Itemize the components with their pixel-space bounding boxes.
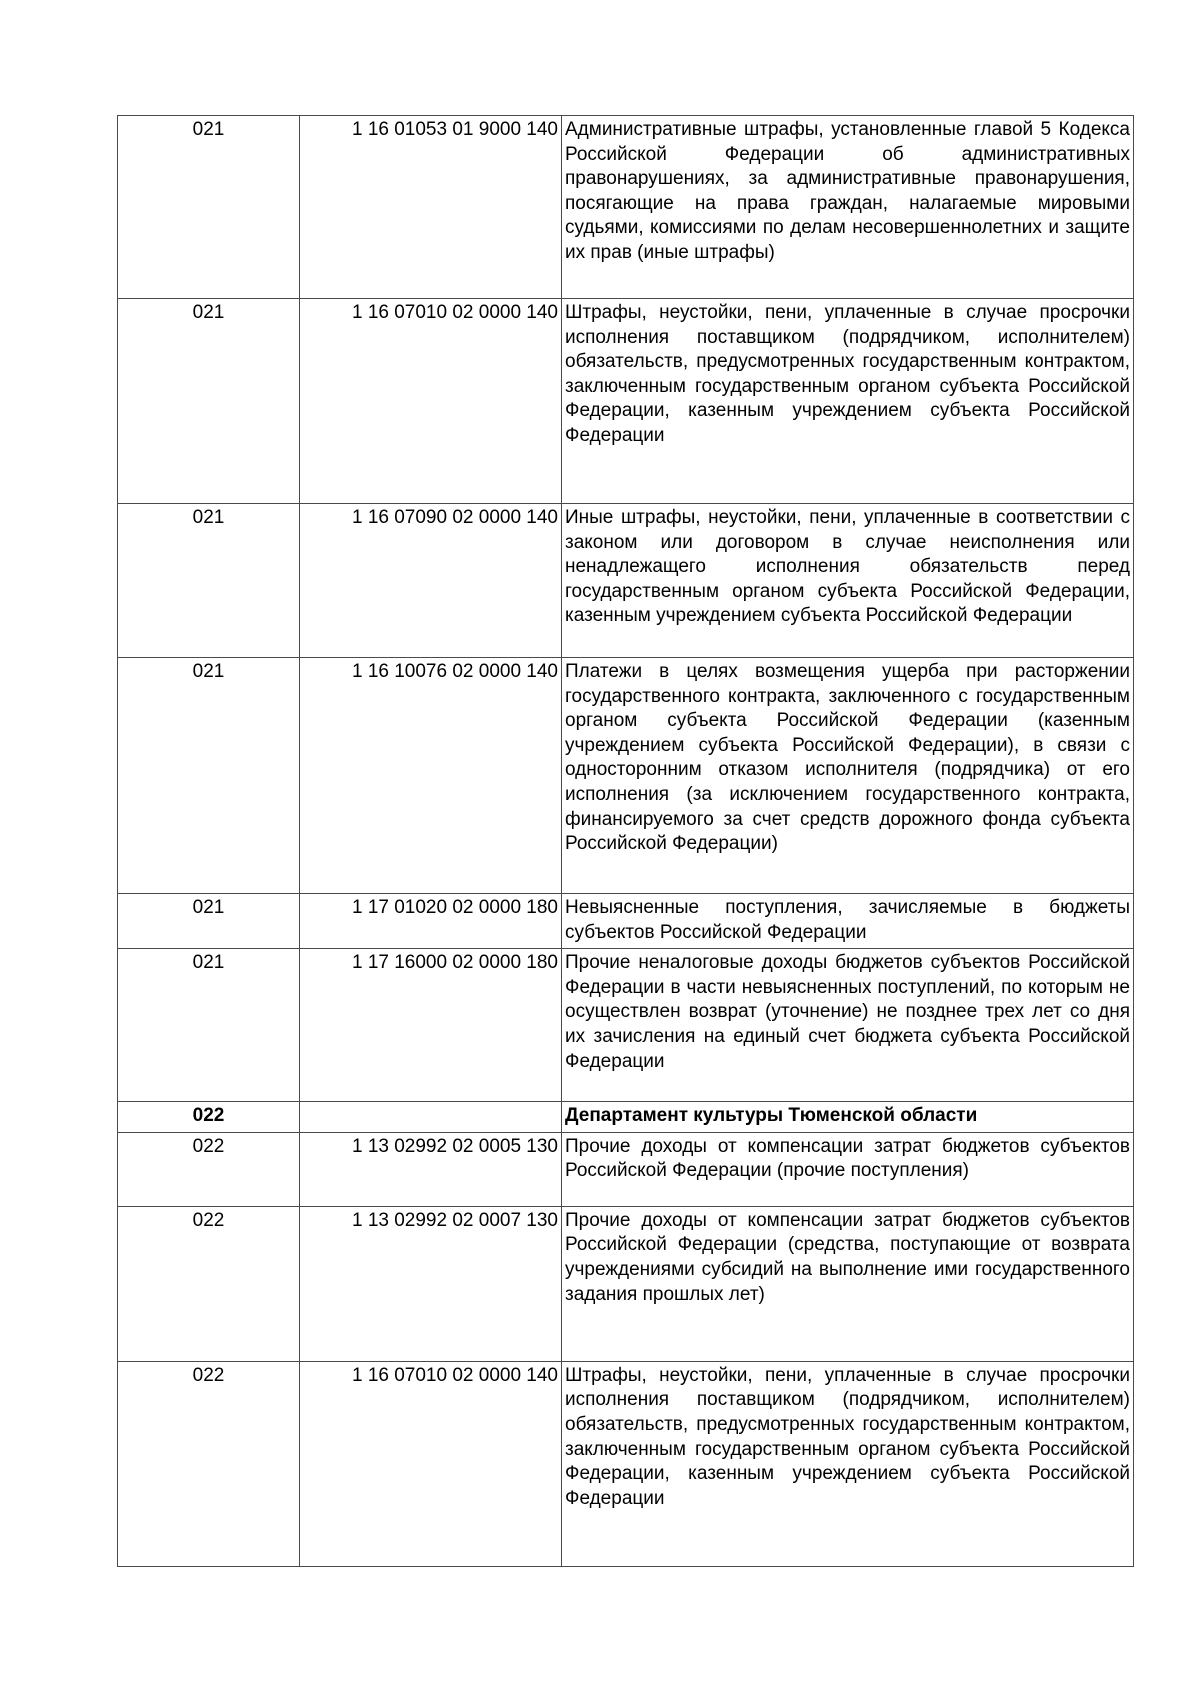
admin-code-cell: 022 xyxy=(118,1206,300,1361)
revenue-name-cell: Штрафы, неустойки, пени, уплаченные в случае просрочки исполнения поставщиком (подрядчиком, исполнителем) обязательств, предусмотренных государственным контрактом, заключенным государственным органом субъекта Российской Федерации, казенным учреждением субъекта Российской Федерации xyxy=(562,299,1134,504)
table-row xyxy=(118,1361,1134,1566)
revenue-name-cell: Административные штрафы, установленные главой 5 Кодекса Российской Федерации об административных правонарушениях, за административные правонарушения, посягающие на права граждан, налагаемые мировыми судьями, комиссиями по делам несовершеннолетних и защите их прав (иные штрафы) xyxy=(562,116,1134,299)
table-row xyxy=(118,894,1134,949)
revenue-classification-table xyxy=(117,115,1134,1567)
budget-code-cell: 1 16 01053 01 9000 140 xyxy=(300,116,562,299)
table-row xyxy=(118,949,1134,1102)
budget-code-cell: 1 16 07090 02 0000 140 xyxy=(300,504,562,658)
table-row-section-header xyxy=(118,1102,1134,1133)
budget-code-cell: 1 17 16000 02 0000 180 xyxy=(300,949,562,1102)
revenue-name-cell: Прочие доходы от компенсации затрат бюджетов субъектов Российской Федерации (средства, поступающие от возврата учреждениями субсидий на выполнение ими государственного задания прошлых лет) xyxy=(562,1206,1134,1361)
admin-code-cell: 021 xyxy=(118,949,300,1102)
budget-code-cell: 1 16 07010 02 0000 140 xyxy=(300,299,562,504)
admin-code-cell: 022 xyxy=(118,1102,300,1133)
budget-code-cell: 1 13 02992 02 0005 130 xyxy=(300,1132,562,1206)
budget-code-cell: 1 16 07010 02 0000 140 xyxy=(300,1361,562,1566)
revenue-name-cell: Штрафы, неустойки, пени, уплаченные в случае просрочки исполнения поставщиком (подрядчиком, исполнителем) обязательств, предусмотренных государственным контрактом, заключенным государственным органом субъекта Российской Федерации, казенным учреждением субъекта Российской Федерации xyxy=(562,1361,1134,1566)
revenue-name-cell: Прочие неналоговые доходы бюджетов субъектов Российской Федерации в части невыясненных поступлений, по которым не осуществлен возврат (уточнение) не позднее трех лет со дня их зачисления на единый счет бюджета субъекта Российской Федерации xyxy=(562,949,1134,1102)
admin-code-cell: 021 xyxy=(118,658,300,894)
budget-code-cell: 1 16 10076 02 0000 140 xyxy=(300,658,562,894)
admin-code-cell: 022 xyxy=(118,1361,300,1566)
department-name-cell: Департамент культуры Тюменской области xyxy=(562,1102,1134,1133)
admin-code-cell: 021 xyxy=(118,116,300,299)
table-row xyxy=(118,1206,1134,1361)
admin-code-cell: 021 xyxy=(118,894,300,949)
table-row xyxy=(118,658,1134,894)
document-page xyxy=(117,115,1133,1567)
revenue-name-cell: Иные штрафы, неустойки, пени, уплаченные в соответствии с законом или договором в случае неисполнения или ненадлежащего исполнения обязательств перед государственным органом субъекта Российской Федерации, казенным учреждением субъекта Российской Федерации xyxy=(562,504,1134,658)
table-row xyxy=(118,299,1134,504)
revenue-name-cell: Невыясненные поступления, зачисляемые в бюджеты субъектов Российской Федерации xyxy=(562,894,1134,949)
admin-code-cell: 021 xyxy=(118,504,300,658)
admin-code-cell: 022 xyxy=(118,1132,300,1206)
revenue-name-cell: Платежи в целях возмещения ущерба при расторжении государственного контракта, заключенного с государственным органом субъекта Российской Федерации (казенным учреждением субъекта Российской Федерации), в связи с односторонним отказом исполнителя (подрядчика) от его исполнения (за исключением государственного контракта, финансируемого за счет средств дорожного фонда субъекта Российской Федерации) xyxy=(562,658,1134,894)
revenue-name-cell: Прочие доходы от компенсации затрат бюджетов субъектов Российской Федерации (прочие поступления) xyxy=(562,1132,1134,1206)
table-row xyxy=(118,504,1134,658)
budget-code-cell: 1 13 02992 02 0007 130 xyxy=(300,1206,562,1361)
admin-code-cell: 021 xyxy=(118,299,300,504)
table-row xyxy=(118,1132,1134,1206)
table-row xyxy=(118,116,1134,299)
budget-code-cell: 1 17 01020 02 0000 180 xyxy=(300,894,562,949)
budget-code-cell xyxy=(300,1102,562,1133)
